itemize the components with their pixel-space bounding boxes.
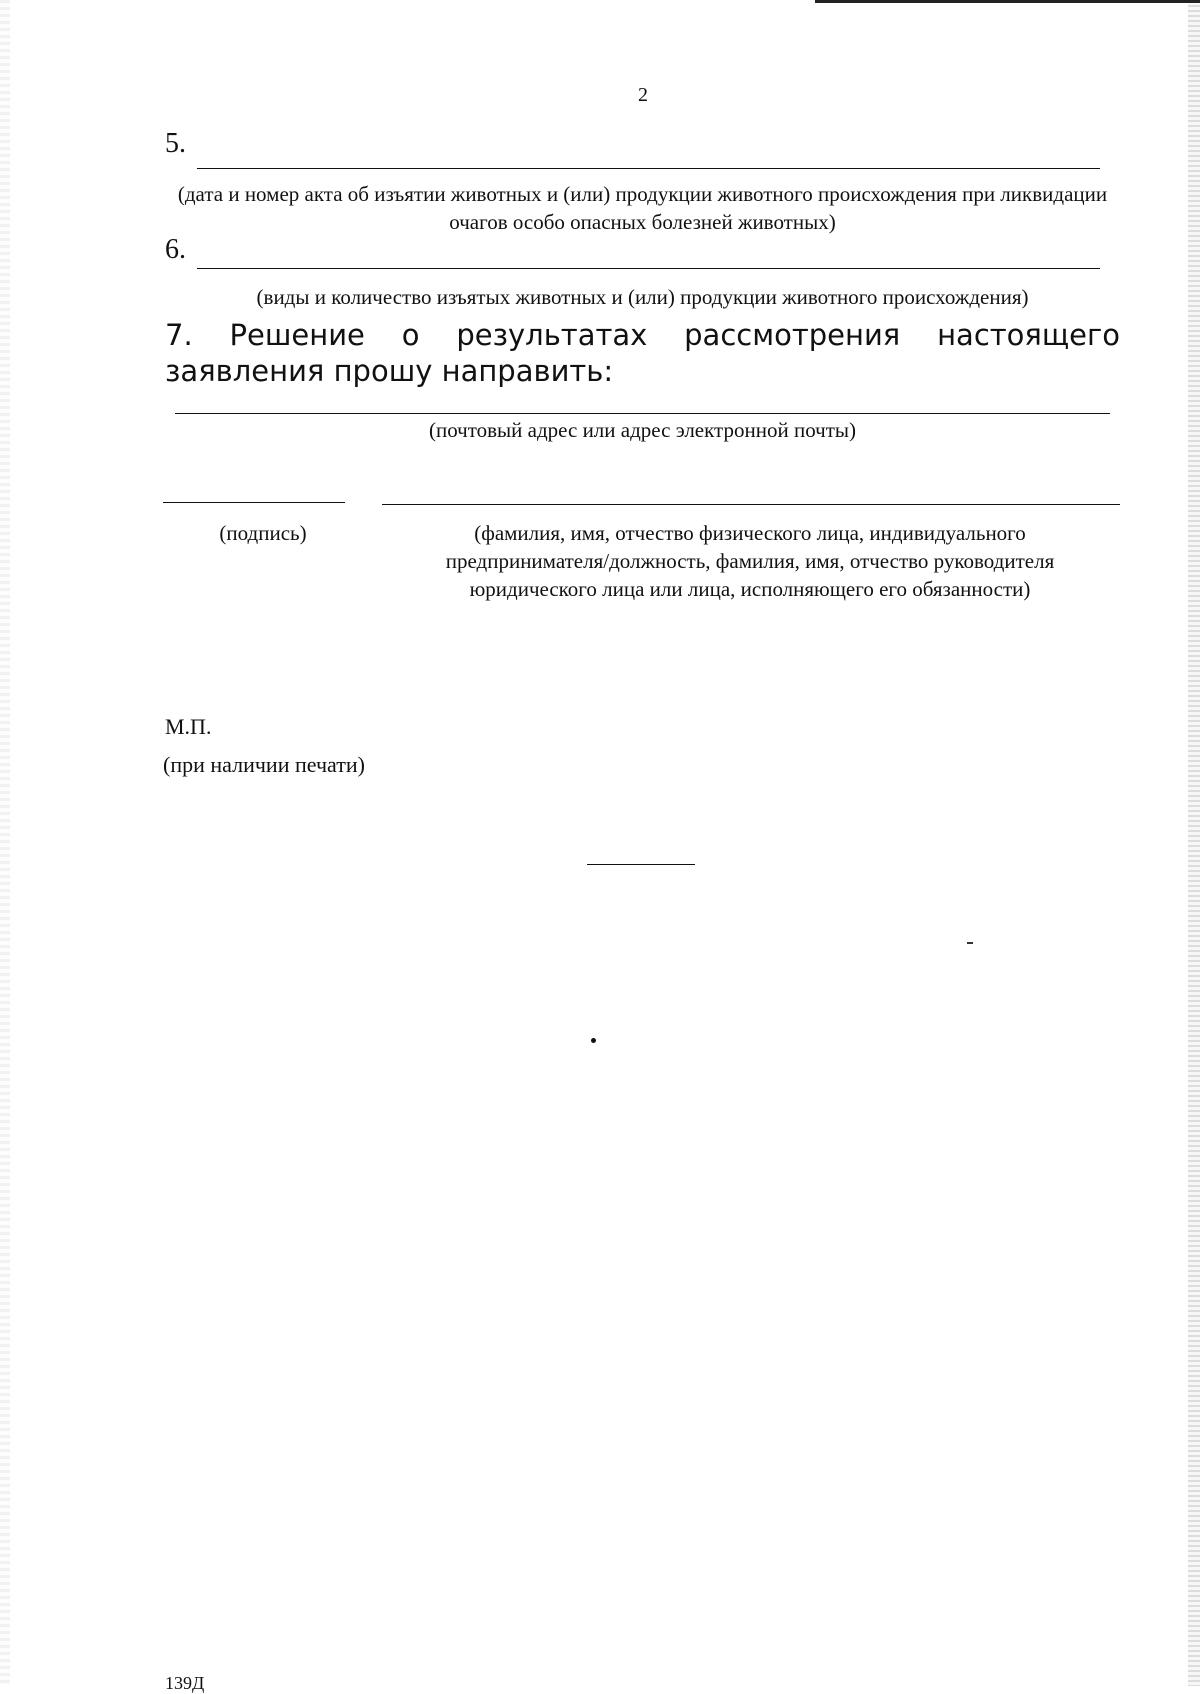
name-line (382, 504, 1120, 505)
scan-left-edge (0, 0, 10, 1686)
page-number: 2 (638, 84, 648, 106)
signature-caption: (подпись) (219, 521, 307, 545)
item-5-caption: (дата и номер акта об изъятии животных и (или) продукции животного происхождения при ликвидации очагов особо опасных болезней животных) (177, 182, 1108, 234)
item-7-fill-line (175, 413, 1110, 414)
item-6-fill-line (197, 268, 1100, 269)
scan-right-edge (1188, 0, 1200, 1686)
item-7-text: 7. Решение о результатах рассмотрения настоящего заявления прошу направить: (165, 318, 1120, 388)
signature-line (163, 502, 345, 503)
scan-dot (591, 1038, 596, 1043)
item-7-caption: (почтовый адрес или адрес электронной почты) (428, 418, 856, 442)
item-5-fill-line (197, 168, 1100, 169)
scan-top-edge-mark (815, 0, 1200, 3)
item-6-number: 6. (165, 234, 186, 265)
footer-code: 139Д (165, 1673, 205, 1693)
item-6-caption: (виды и количество изъятых животных и (или) продукции животного происхождения) (256, 285, 1029, 309)
scan-speck (967, 942, 973, 944)
stamp-note: (при наличии печати) (163, 752, 365, 777)
item-5-number: 5. (165, 128, 186, 159)
end-separator-line (587, 864, 695, 865)
stamp-label: М.П. (165, 714, 212, 739)
name-caption: (фамилия, имя, отчество физического лица, индивидуального предпринимателя/должность, фамилия, имя, отчество руководителя юридического лица или лица, исполняющего его обязанности) (445, 521, 1055, 601)
